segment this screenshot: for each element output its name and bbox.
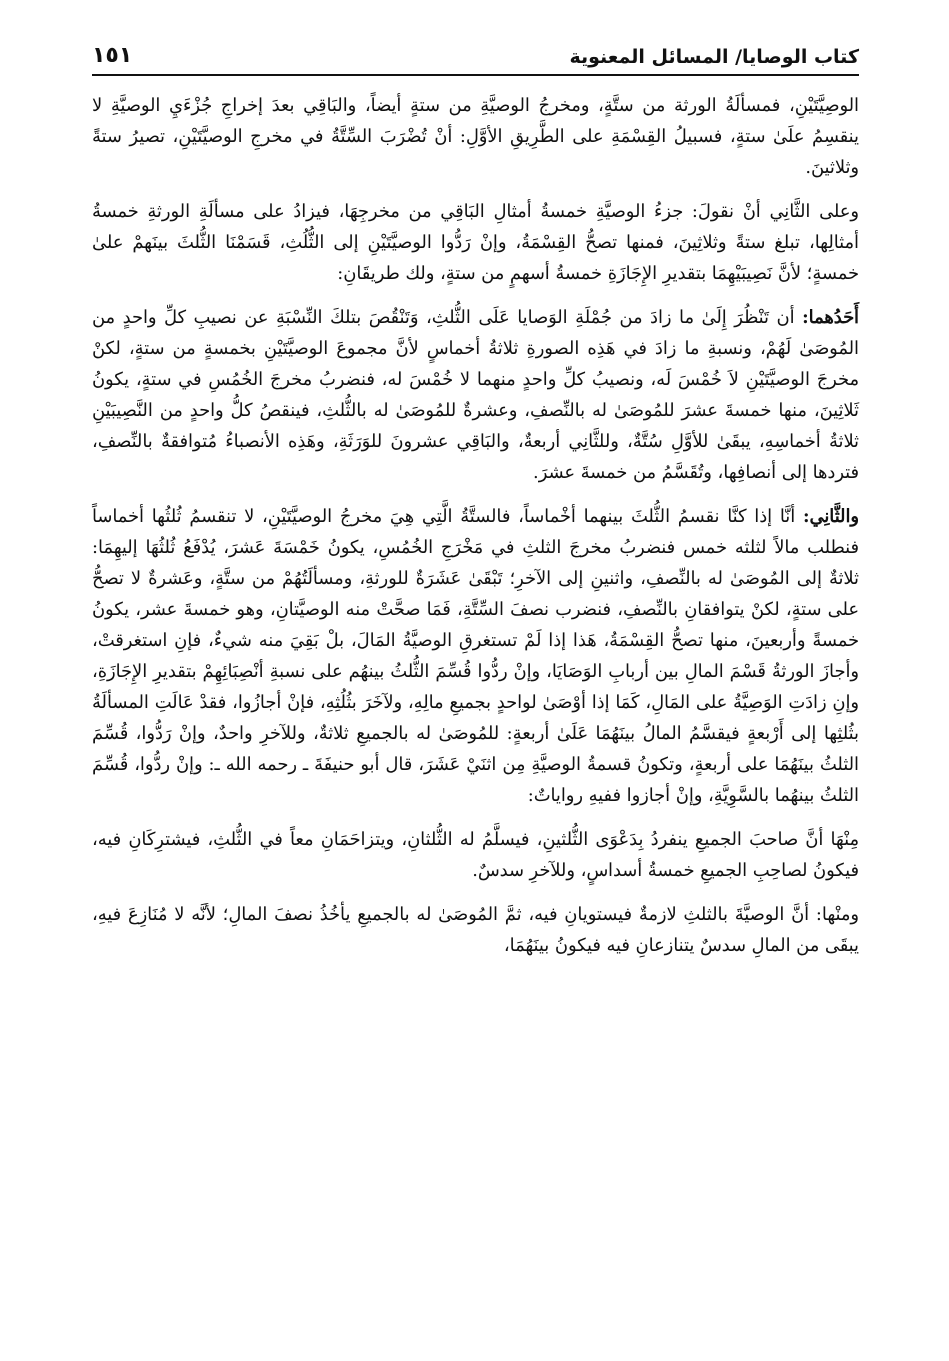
- paragraph-lead: أَحَدُهما:: [802, 307, 859, 328]
- paragraph-lead: والثَّانِي:: [802, 506, 859, 527]
- paragraph-text: ومنْها: أنَّ الوصيَّةَ بالثلثِ لازمةٌ فيستويانِ فيه، ثمَّ المُوصَىٰ له بالجميعِ يأخُذُ نصفَ المالِ؛ لأنَّه لا مُنَازِعَ فيهِ، يبقَى من المالِ سدسٌ يتنازعانِ فيه فيكونُ بينَهُمَا،: [92, 904, 859, 956]
- paragraph-3: [92, 302, 859, 488]
- header-rule: [92, 74, 859, 76]
- paragraph-6: [92, 899, 859, 961]
- page-header: [92, 34, 859, 68]
- paragraph-1: [92, 90, 859, 183]
- page-number: ١٥١: [92, 43, 133, 68]
- paragraph-text: أن تَنْظُرَ إِلَىٰ ما زادَ من جُمْلَةِ الوَصايا عَلَى الثُّلثِ، وَتَنْقُصَ بتلكَ النِّسْبَةِ عن نصيبِ كلِّ واحدٍ من المُوصَىٰ لَهُمْ، ونسبةِ ما زادَ في هَذِه الصورةِ ثلاثةُ أخماسٍ لأنَّ مجموعَ الوصيَّتَيْنِ بخمسةٍ من ستةٍ، لكنْ مخرجَ الوصيَّتَيْنِ لاَ خُمْسَ لَه، ونصيبُ كلِّ واحدٍ منهما لا خُمْسَ له، فنضربُ مخرجَ الخُمُسِ في ستةٍ، يكونُ ثَلاثِينَ، منها خمسةَ عشرَ للمُوصَىٰ له بالنِّصفِ، وعشرةٌ للمُوصَىٰ له بالثُّلثِ، فينقصُ كلُّ واحدٍ من النَّصِيبَيْنِ ثلاثةُ أخماسِهِ، يبقَىٰ للأوَّلِ سُتَّةٌ، وللثَّانِي أربعةٌ، والبَاقِي عشرونَ للوَرَثَةِ، وهَذِه الأنصباءُ مُتوافقةٌ بالنِّصفِ، فتردها إلى أنصافِها، وتُقَسَّمُ من خمسةَ عشرَ.: [92, 307, 859, 483]
- paragraph-5: [92, 824, 859, 886]
- paragraph-4: [92, 501, 859, 811]
- paragraph-text: وعلى الثَّانِي أنْ نقولَ: جزءُ الوصيَّةِ خمسةُ أمثالِ البَاقِي من مخرجِهَا، فيزادُ على مسألَةِ الورثةِ خمسةُ أمثالِها، تبلغ ستةً وثلاثِينَ، فمنها تصحُّ القِسْمَةُ، وإنْ رَدُّوا الوصيَّتَيْنِ إلى الثُّلُثِ، قَسَمْنَا الثُّلثَ بينَهمْ علىٰ خمسةٍ؛ لأنَّ نَصِيبَيْهِمَا بتقديرِ الإِجَازَةِ خمسةُ أسهمٍ من ستةٍ، ولك طريقَانِ:: [92, 201, 859, 284]
- paragraph-text: مِنْهَا أنَّ صاحبَ الجميعِ ينفردُ بِدَعْوَى الثُّلثينِ، فيسلَّمُ له الثُّلثانِ، ويتزاحَمَانِ معاً في الثُّلثِ، فيشترِكَانِ فيه، فيكونُ لصاحِبِ الجميعِ خمسةُ أسداسٍ، وللآخرِ سدسٌ.: [92, 829, 859, 881]
- paragraph-text: الوصِيَّتَيْنِ، فمسألَةُ الورثة من ستَّةٍ، ومخرجُ الوصيَّةِ من ستةٍ أيضاً، والبَاقِي بعدَ إخراجِ جُزْءَيِ الوصيَّةِ لا ينقسِمُ علَىٰ ستةٍ، فسبيلُ القِسْمَةِ على الطَّرِيقِ الأوَّلِ: أنْ تُضْرَبَ السِّتَّةُ في مخرجِ الوصيَّتَيْنِ، تصيرُ ستةً وثلاثينَ.: [92, 95, 859, 178]
- page-body: [92, 90, 859, 961]
- running-title: كتاب الوصايا/ المسائل المعنوية: [569, 46, 859, 68]
- paragraph-text: أنَّا إذا كنَّا نقسمُ الثُّلثَ بينهما أخْماساً، فالستَّةُ الَّتِي هِيَ مخرجُ الوصيَّتَيْنِ، لا تنقسمُ ثُلثُها أخماساً فنطلب مالاً لثلثه خمس فنضربُ مخرجَ الثلثِ في مَخْرَجِ الخُمُسِ، يكونُ خَمْسَةَ عَشرَ، يُدْفَعُ ثُلثُهَا إليهِمَا: ثلاثةٌ إلى المُوصَىٰ له بالنِّصفِ، واثنينِ إلى الآخرِ؛ تَبْقَىٰ عَشَرَةٌ للورثةِ، ومسألَتُهُمْ من ستَّةٍ، وعَشرةٌ لا تصحُّ على ستةٍ، لكنْ يتوافقانِ بالنِّصفِ، فنضرب نصفَ السِّتَّةِ، فَمَا صحَّتْ منه الوصيَّتانِ، وهو خمسةَ عشر، يكونُ خمسةً وأربعينَ، منها تصحُّ القِسْمَةُ، هَذا إذا لَمْ تستغرقِ الوصيَّةُ المَالَ، بلْ بَقِيَ منه شيءٌ، فإنِ استغرقتْ، وأجازَ الورثةُ قَسْمَ المالِ بين أربابِ الوَصَايَا، وإنْ ردُّوا قُسِّمَ الثُّلثُ بينهُم على نسبةِ أنْصِبَائِهِمْ بتقديرِ الإِجَازَةِ، وإنِ زادَتِ الوَصِيَّةُ على المَالِ، كَمَا إذا أوْصَىٰ لواحدٍ بجميعِ مالِهِ، ولآخَرَ بثُلُثِهِ، فإنْ أجازُوا، فقدْ عَالَتِ المسألَةُ بثُلثِها إلى أَرْبعةٍ فيقسَّمُ المالُ بينَهُمَا عَلَىٰ أربعةٍ: للمُوصَىٰ له بالجميعِ ثلاثةٌ، وللآخرِ واحدٌ، وإنْ رَدُّوا، قُسِّمَ الثلثُ بينَهُمَا على أربعةٍ، وتكونُ قسمةُ الوصيَّةِ مِن اثنَيْ عَشَرَ، قال أبو حنيفَةَ ـ رحمه الله ـ: وإنْ ردُّوا، قُسِّمَ الثلثُ بينهُما بالسَّوِيَّةِ، وإنْ أجازوا ففيهِ رواياتٌ:: [92, 506, 859, 806]
- paragraph-2: [92, 196, 859, 289]
